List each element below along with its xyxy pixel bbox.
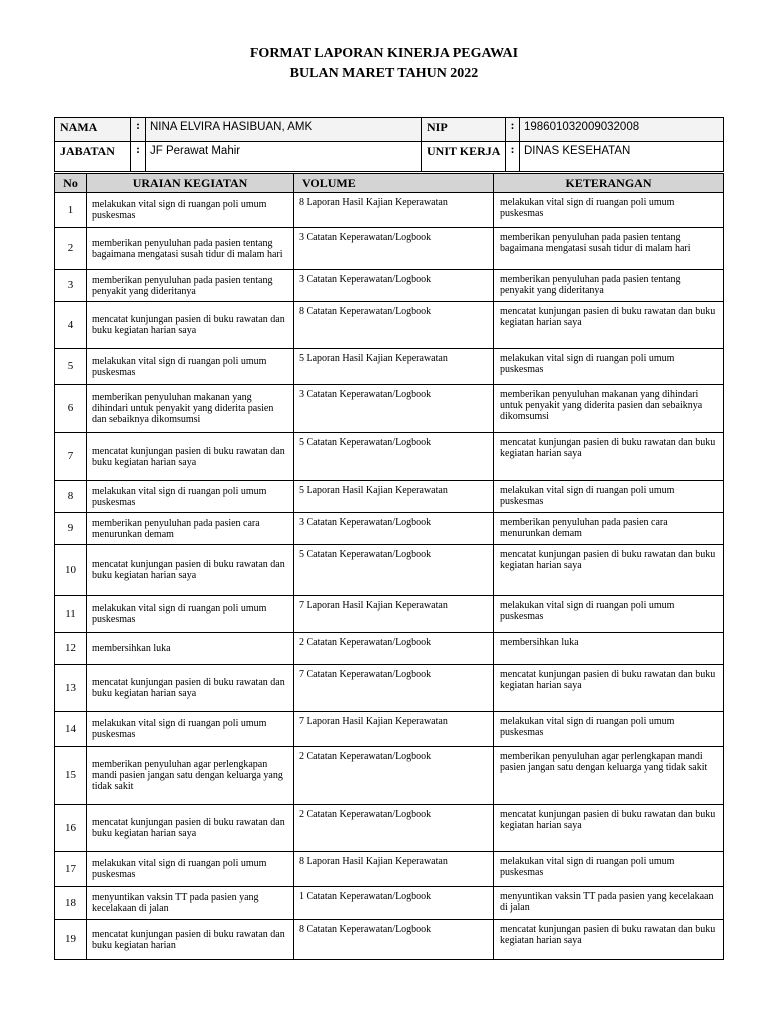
- table-row: [55, 712, 724, 747]
- employee-info-table: [54, 117, 724, 172]
- row-volume: 1 Catatan Keperawatan/Logbook: [294, 887, 494, 920]
- row-kegiatan: memberikan penyuluhan pada pasien cara menurunkan demam: [87, 513, 294, 545]
- row-kegiatan: melakukan vital sign di ruangan poli umum puskesmas: [87, 596, 294, 633]
- table-row: [55, 545, 724, 596]
- row-volume: 5 Catatan Keperawatan/Logbook: [294, 433, 494, 481]
- header-uraian-kegiatan: URAIAN KEGIATAN: [87, 174, 294, 193]
- row-volume: 2 Catatan Keperawatan/Logbook: [294, 805, 494, 852]
- row-no: 14: [55, 712, 87, 747]
- jabatan-label: JABATAN: [55, 142, 131, 172]
- table-row: [55, 887, 724, 920]
- table-header-row: [55, 174, 724, 193]
- row-kegiatan: memberikan penyuluhan pada pasien tentang bagaimana mengatasi susah tidur di malam hari: [87, 228, 294, 270]
- colon: :: [506, 118, 520, 142]
- header-volume: VOLUME: [294, 174, 494, 193]
- row-no: 19: [55, 920, 87, 960]
- row-volume: 3 Catatan Keperawatan/Logbook: [294, 513, 494, 545]
- table-row: [55, 385, 724, 433]
- row-keterangan: memberikan penyuluhan agar perlengkapan mandi pasien jangan satu dengan keluarga yang tidak sakit: [494, 747, 724, 805]
- table-row: [55, 270, 724, 302]
- report-title: FORMAT LAPORAN KINERJA PEGAWAI: [249, 46, 519, 61]
- colon: :: [131, 142, 146, 172]
- row-no: 15: [55, 747, 87, 805]
- row-kegiatan: memberikan penyuluhan agar perlengkapan mandi pasien jangan satu dengan keluarga yang tidak sakit: [87, 747, 294, 805]
- table-row: [55, 513, 724, 545]
- table-row: [55, 920, 724, 960]
- row-keterangan: mencatat kunjungan pasien di buku rawatan dan buku kegiatan harian saya: [494, 665, 724, 712]
- row-volume: 5 Laporan Hasil Kajian Keperawatan: [294, 481, 494, 513]
- row-kegiatan: mencatat kunjungan pasien di buku rawatan dan buku kegiatan harian saya: [87, 665, 294, 712]
- row-keterangan: mencatat kunjungan pasien di buku rawatan dan buku kegiatan harian saya: [494, 302, 724, 349]
- row-kegiatan: melakukan vital sign di ruangan poli umum puskesmas: [87, 349, 294, 385]
- table-row: [55, 349, 724, 385]
- row-keterangan: memberikan penyuluhan makanan yang dihindari untuk penyakit yang diderita pasien dan sebaiknya dikomsumsi: [494, 385, 724, 433]
- row-volume: 3 Catatan Keperawatan/Logbook: [294, 270, 494, 302]
- row-kegiatan: mencatat kunjungan pasien di buku rawatan dan buku kegiatan harian: [87, 920, 294, 960]
- row-kegiatan: melakukan vital sign di ruangan poli umum puskesmas: [87, 852, 294, 887]
- row-no: 7: [55, 433, 87, 481]
- row-kegiatan: melakukan vital sign di ruangan poli umum puskesmas: [87, 481, 294, 513]
- row-no: 1: [55, 193, 87, 228]
- table-row: [55, 852, 724, 887]
- row-volume: 8 Catatan Keperawatan/Logbook: [294, 302, 494, 349]
- info-row-nama: [55, 118, 724, 142]
- row-no: 2: [55, 228, 87, 270]
- table-row: [55, 665, 724, 712]
- row-keterangan: mencatat kunjungan pasien di buku rawatan dan buku kegiatan harian saya: [494, 805, 724, 852]
- unit-kerja-label: UNIT KERJA: [422, 142, 506, 172]
- row-no: 6: [55, 385, 87, 433]
- row-kegiatan: membersihkan luka: [87, 633, 294, 665]
- row-volume: 8 Laporan Hasil Kajian Keperawatan: [294, 852, 494, 887]
- jabatan-value: JF Perawat Mahir: [146, 142, 422, 172]
- table-row: [55, 805, 724, 852]
- row-no: 10: [55, 545, 87, 596]
- nama-label: NAMA: [55, 118, 131, 142]
- header-keterangan: KETERANGAN: [494, 174, 724, 193]
- row-kegiatan: mencatat kunjungan pasien di buku rawatan dan buku kegiatan harian saya: [87, 302, 294, 349]
- row-no: 4: [55, 302, 87, 349]
- row-no: 9: [55, 513, 87, 545]
- nip-label: NIP: [422, 118, 506, 142]
- row-keterangan: menyuntikan vaksin TT pada pasien yang kecelakaan di jalan: [494, 887, 724, 920]
- row-volume: 7 Laporan Hasil Kajian Keperawatan: [294, 596, 494, 633]
- row-keterangan: mencatat kunjungan pasien di buku rawatan dan buku kegiatan harian saya: [494, 545, 724, 596]
- row-keterangan: mencatat kunjungan pasien di buku rawatan dan buku kegiatan harian saya: [494, 433, 724, 481]
- table-row: [55, 747, 724, 805]
- row-volume: 8 Catatan Keperawatan/Logbook: [294, 920, 494, 960]
- row-kegiatan: melakukan vital sign di ruangan poli umum puskesmas: [87, 712, 294, 747]
- table-row: [55, 193, 724, 228]
- row-keterangan: melakukan vital sign di ruangan poli umum puskesmas: [494, 852, 724, 887]
- row-volume: 7 Laporan Hasil Kajian Keperawatan: [294, 712, 494, 747]
- table-row: [55, 481, 724, 513]
- colon: :: [131, 118, 146, 142]
- row-keterangan: melakukan vital sign di ruangan poli umum puskesmas: [494, 193, 724, 228]
- info-row-jabatan: [55, 142, 724, 172]
- activity-table: [54, 173, 724, 960]
- row-keterangan: memberikan penyuluhan pada pasien cara menurunkan demam: [494, 513, 724, 545]
- row-volume: 5 Laporan Hasil Kajian Keperawatan: [294, 349, 494, 385]
- table-row: [55, 302, 724, 349]
- row-kegiatan: mencatat kunjungan pasien di buku rawatan dan buku kegiatan harian saya: [87, 545, 294, 596]
- row-no: 8: [55, 481, 87, 513]
- row-no: 17: [55, 852, 87, 887]
- row-volume: 5 Catatan Keperawatan/Logbook: [294, 545, 494, 596]
- row-keterangan: membersihkan luka: [494, 633, 724, 665]
- row-volume: 7 Catatan Keperawatan/Logbook: [294, 665, 494, 712]
- row-kegiatan: memberikan penyuluhan makanan yang dihindari untuk penyakit yang diderita pasien dan sebaiknya dikomsumsi: [87, 385, 294, 433]
- table-row: [55, 433, 724, 481]
- row-kegiatan: mencatat kunjungan pasien di buku rawatan dan buku kegiatan harian saya: [87, 805, 294, 852]
- row-volume: 3 Catatan Keperawatan/Logbook: [294, 385, 494, 433]
- row-kegiatan: memberikan penyuluhan pada pasien tentang penyakit yang dideritanya: [87, 270, 294, 302]
- row-kegiatan: mencatat kunjungan pasien di buku rawatan dan buku kegiatan harian saya: [87, 433, 294, 481]
- row-no: 16: [55, 805, 87, 852]
- report-subtitle: BULAN MARET TAHUN 2022: [289, 66, 479, 81]
- table-row: [55, 228, 724, 270]
- header-no: No: [55, 174, 87, 193]
- unit-kerja-value: DINAS KESEHATAN: [520, 142, 724, 172]
- row-volume: 2 Catatan Keperawatan/Logbook: [294, 747, 494, 805]
- row-keterangan: memberikan penyuluhan pada pasien tentang penyakit yang dideritanya: [494, 270, 724, 302]
- row-kegiatan: melakukan vital sign di ruangan poli umum puskesmas: [87, 193, 294, 228]
- row-volume: 3 Catatan Keperawatan/Logbook: [294, 228, 494, 270]
- row-no: 11: [55, 596, 87, 633]
- row-no: 12: [55, 633, 87, 665]
- row-no: 13: [55, 665, 87, 712]
- row-volume: 2 Catatan Keperawatan/Logbook: [294, 633, 494, 665]
- row-no: 5: [55, 349, 87, 385]
- table-row: [55, 596, 724, 633]
- row-keterangan: melakukan vital sign di ruangan poli umum puskesmas: [494, 481, 724, 513]
- row-volume: 8 Laporan Hasil Kajian Keperawatan: [294, 193, 494, 228]
- colon: :: [506, 142, 520, 172]
- row-keterangan: melakukan vital sign di ruangan poli umum puskesmas: [494, 712, 724, 747]
- row-no: 18: [55, 887, 87, 920]
- row-keterangan: memberikan penyuluhan pada pasien tentang bagaimana mengatasi susah tidur di malam hari: [494, 228, 724, 270]
- nama-value: NINA ELVIRA HASIBUAN, AMK: [146, 118, 422, 142]
- row-keterangan: melakukan vital sign di ruangan poli umum puskesmas: [494, 349, 724, 385]
- row-no: 3: [55, 270, 87, 302]
- nip-value: 198601032009032008: [520, 118, 724, 142]
- row-keterangan: melakukan vital sign di ruangan poli umum puskesmas: [494, 596, 724, 633]
- table-row: [55, 633, 724, 665]
- row-keterangan: mencatat kunjungan pasien di buku rawatan dan buku kegiatan harian saya: [494, 920, 724, 960]
- row-kegiatan: menyuntikan vaksin TT pada pasien yang kecelakaan di jalan: [87, 887, 294, 920]
